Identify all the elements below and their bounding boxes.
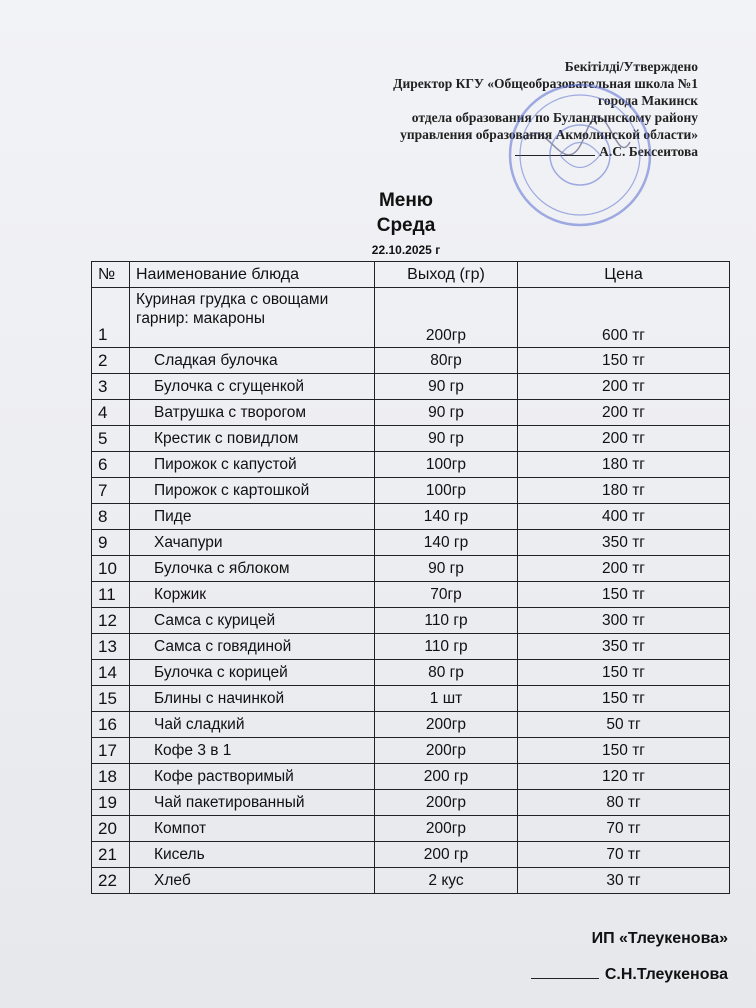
column-header-output: Выход (гр) xyxy=(375,262,518,288)
table-header-row xyxy=(92,262,730,288)
day-subtitle: Среда xyxy=(376,215,436,236)
dish-output: 1 шт xyxy=(429,689,463,707)
dish-output-cell xyxy=(375,374,518,400)
dish-price-cell xyxy=(518,816,730,842)
row-number-cell xyxy=(92,868,130,894)
dish-price: 80 тг xyxy=(606,793,641,811)
dish-output: 200гр xyxy=(425,741,467,759)
dish-price: 30 тг xyxy=(606,871,641,889)
dish-output: 200 гр xyxy=(423,845,469,863)
table-row xyxy=(92,400,730,426)
dish-output-cell xyxy=(375,556,518,582)
dish-name-cell xyxy=(130,686,375,712)
menu-date: 22.10.2025 г xyxy=(371,243,441,257)
footer-signature xyxy=(531,966,728,984)
dish-price-cell xyxy=(518,660,730,686)
dish-name: Кофе 3 в 1 xyxy=(154,741,232,759)
row-number-cell xyxy=(92,686,130,712)
row-number: 16 xyxy=(98,714,117,734)
row-number-cell xyxy=(92,608,130,634)
row-number-cell xyxy=(92,816,130,842)
dish-price-cell xyxy=(518,686,730,712)
dish-name: Коржик xyxy=(154,585,207,603)
dish-output: 140 гр xyxy=(423,507,469,525)
column-header-number: № xyxy=(92,262,130,288)
approval-line: Бекітілді/Утверждено xyxy=(564,59,698,74)
table-row xyxy=(92,712,730,738)
row-number: 9 xyxy=(98,532,108,552)
table-row xyxy=(92,504,730,530)
dish-output: 90 гр xyxy=(428,429,464,447)
row-number: 11 xyxy=(98,584,116,604)
dish-name-cell xyxy=(130,426,375,452)
dish-output-cell xyxy=(375,400,518,426)
row-number: 5 xyxy=(98,428,108,448)
footer-company: ИП «Тлеукенова» xyxy=(591,930,728,947)
dish-output-cell xyxy=(375,634,518,660)
dish-output: 200 гр xyxy=(423,767,469,785)
table-row xyxy=(92,582,730,608)
row-number-cell xyxy=(92,288,130,348)
table-row xyxy=(92,556,730,582)
dish-price: 180 тг xyxy=(602,455,645,473)
dish-price: 150 тг xyxy=(602,663,645,681)
row-number: 14 xyxy=(98,662,117,682)
dish-output-cell xyxy=(375,530,518,556)
table-row xyxy=(92,634,730,660)
row-number: 2 xyxy=(98,350,108,370)
row-number-cell xyxy=(92,400,130,426)
row-number: 21 xyxy=(98,844,117,864)
row-number: 10 xyxy=(98,558,117,578)
table-row xyxy=(92,868,730,894)
dish-price-cell xyxy=(518,504,730,530)
dish-output-cell xyxy=(375,426,518,452)
dish-name-cell xyxy=(130,530,375,556)
dish-price-cell xyxy=(518,868,730,894)
dish-name: Ватрушка с творогом xyxy=(154,403,307,421)
menu-table-body xyxy=(92,288,730,894)
dish-name: Чай пакетированный xyxy=(154,793,305,811)
dish-output-cell xyxy=(375,288,518,348)
row-number: 7 xyxy=(98,480,108,500)
dish-price: 200 тг xyxy=(602,403,645,421)
dish-output: 110 гр xyxy=(424,637,468,655)
row-number-cell xyxy=(92,764,130,790)
dish-name-cell xyxy=(130,842,375,868)
dish-name: Самса с говядиной xyxy=(154,637,292,655)
dish-price: 50 тг xyxy=(606,715,641,733)
dish-price: 200 тг xyxy=(602,429,645,447)
table-row xyxy=(92,790,730,816)
dish-output-cell xyxy=(375,608,518,634)
dish-output-cell xyxy=(375,686,518,712)
dish-name: Куриная грудка с овощами гарнир: макароны xyxy=(136,291,329,327)
dish-output: 110 гр xyxy=(424,611,468,629)
row-number-cell xyxy=(92,504,130,530)
dish-price: 600 тг xyxy=(602,327,645,344)
row-number: 17 xyxy=(98,740,117,760)
dish-price-cell xyxy=(518,634,730,660)
table-row xyxy=(92,764,730,790)
approval-line: города Макинск xyxy=(598,93,698,108)
page-title: Меню xyxy=(378,190,434,211)
dish-price: 150 тг xyxy=(602,351,645,369)
dish-output-cell xyxy=(375,478,518,504)
dish-name-cell xyxy=(130,868,375,894)
dish-name-cell xyxy=(130,712,375,738)
row-number: 8 xyxy=(98,506,108,526)
dish-output: 90 гр xyxy=(428,559,464,577)
row-number: 22 xyxy=(98,870,117,890)
dish-price-cell xyxy=(518,582,730,608)
dish-price-cell xyxy=(518,608,730,634)
dish-name: Булочка с яблоком xyxy=(154,559,290,577)
dish-output: 2 кус xyxy=(428,871,464,889)
dish-output: 90 гр xyxy=(428,403,464,421)
row-number-cell xyxy=(92,530,130,556)
dish-output: 200гр xyxy=(425,715,467,733)
dish-price: 120 тг xyxy=(602,767,645,785)
table-row xyxy=(92,530,730,556)
dish-price: 200 тг xyxy=(602,377,645,395)
dish-name: Компот xyxy=(154,819,207,837)
column-header-price: Цена xyxy=(518,262,730,288)
approval-line: отдела образования по Буландынскому району xyxy=(411,110,698,125)
row-number: 18 xyxy=(98,766,117,786)
dish-output-cell xyxy=(375,504,518,530)
dish-name-cell xyxy=(130,556,375,582)
dish-price-cell xyxy=(518,288,730,348)
dish-name-cell xyxy=(130,660,375,686)
row-number-cell xyxy=(92,556,130,582)
row-number: 13 xyxy=(98,636,117,656)
table-row xyxy=(92,452,730,478)
row-number-cell xyxy=(92,426,130,452)
dish-output-cell xyxy=(375,582,518,608)
row-number: 20 xyxy=(98,818,117,838)
dish-price: 150 тг xyxy=(602,689,645,707)
dish-output: 80 гр xyxy=(428,663,464,681)
dish-price-cell xyxy=(518,374,730,400)
row-number-cell xyxy=(92,842,130,868)
dish-name: Пирожок с капустой xyxy=(154,455,297,473)
table-row xyxy=(92,660,730,686)
dish-price-cell xyxy=(518,738,730,764)
table-row xyxy=(92,842,730,868)
table-row xyxy=(92,288,730,348)
dish-output-cell xyxy=(375,790,518,816)
dish-name: Чай сладкий xyxy=(154,715,245,733)
dish-name: Хлеб xyxy=(154,871,191,889)
dish-name: Самса с курицей xyxy=(154,611,276,629)
table-row xyxy=(92,738,730,764)
signature-underline xyxy=(531,978,599,979)
dish-output: 200гр xyxy=(425,793,467,811)
dish-price: 400 тг xyxy=(602,507,645,525)
dish-output: 200гр xyxy=(425,327,467,344)
row-number: 12 xyxy=(98,610,117,630)
dish-output: 140 гр xyxy=(423,533,469,551)
dish-price: 70 тг xyxy=(606,845,641,863)
dish-name-cell xyxy=(130,452,375,478)
dish-name-cell xyxy=(130,738,375,764)
dish-price-cell xyxy=(518,400,730,426)
dish-price-cell xyxy=(518,712,730,738)
row-number-cell xyxy=(92,660,130,686)
dish-name-cell xyxy=(130,348,375,374)
dish-output: 100гр xyxy=(425,455,467,473)
dish-name-cell xyxy=(130,400,375,426)
table-row xyxy=(92,478,730,504)
approval-line: Директор КГУ «Общеобразовательная школа №1 xyxy=(393,76,698,91)
dish-price-cell xyxy=(518,764,730,790)
approval-line: управления образования Акмолинской области» xyxy=(400,127,698,142)
dish-price: 350 тг xyxy=(602,533,645,551)
dish-name: Кисель xyxy=(154,845,205,863)
row-number-cell xyxy=(92,478,130,504)
dish-price-cell xyxy=(518,452,730,478)
dish-price-cell xyxy=(518,426,730,452)
table-row xyxy=(92,348,730,374)
dish-name: Булочка с сгущенкой xyxy=(154,377,305,395)
dish-name: Булочка с корицей xyxy=(154,663,288,681)
dish-price: 200 тг xyxy=(602,559,645,577)
footer-signer: С.Н.Тлеукенова xyxy=(604,966,728,983)
dish-price-cell xyxy=(518,348,730,374)
dish-output: 100гр xyxy=(425,481,467,499)
dish-name-cell xyxy=(130,608,375,634)
dish-price-cell xyxy=(518,478,730,504)
dish-output-cell xyxy=(375,842,518,868)
dish-price-cell xyxy=(518,530,730,556)
dish-price-cell xyxy=(518,556,730,582)
dish-output-cell xyxy=(375,452,518,478)
dish-name-cell xyxy=(130,790,375,816)
dish-price-cell xyxy=(518,790,730,816)
dish-output-cell xyxy=(375,764,518,790)
dish-name-cell xyxy=(130,764,375,790)
row-number: 19 xyxy=(98,792,117,812)
dish-output-cell xyxy=(375,660,518,686)
dish-name: Хачапури xyxy=(154,533,223,551)
dish-name: Кофе растворимый xyxy=(154,767,294,785)
row-number-cell xyxy=(92,582,130,608)
row-number: 3 xyxy=(98,376,108,396)
row-number-cell xyxy=(92,738,130,764)
dish-price: 350 тг xyxy=(602,637,645,655)
dish-name-cell xyxy=(130,478,375,504)
dish-output: 80гр xyxy=(430,351,462,369)
menu-table xyxy=(91,261,730,894)
dish-name: Пиде xyxy=(154,507,192,525)
table-row xyxy=(92,816,730,842)
dish-name: Крестик с повидлом xyxy=(154,429,299,447)
dish-name-cell xyxy=(130,288,375,348)
row-number-cell xyxy=(92,790,130,816)
row-number: 4 xyxy=(98,402,108,422)
dish-output-cell xyxy=(375,738,518,764)
dish-price: 70 тг xyxy=(606,819,641,837)
table-row xyxy=(92,686,730,712)
column-header-name: Наименование блюда xyxy=(130,262,375,288)
row-number-cell xyxy=(92,634,130,660)
row-number: 15 xyxy=(98,688,117,708)
dish-output: 70гр xyxy=(430,585,462,603)
dish-name-cell xyxy=(130,816,375,842)
dish-name-cell xyxy=(130,582,375,608)
table-row xyxy=(92,426,730,452)
dish-price: 300 тг xyxy=(602,611,645,629)
dish-name: Пирожок с картошкой xyxy=(154,481,310,499)
row-number-cell xyxy=(92,452,130,478)
dish-output: 90 гр xyxy=(428,377,464,395)
dish-price-cell xyxy=(518,842,730,868)
dish-output-cell xyxy=(375,868,518,894)
dish-price: 180 тг xyxy=(602,481,645,499)
dish-output-cell xyxy=(375,348,518,374)
dish-output-cell xyxy=(375,712,518,738)
dish-name-cell xyxy=(130,504,375,530)
row-number-cell xyxy=(92,374,130,400)
dish-price: 150 тг xyxy=(602,585,645,603)
dish-name: Сладкая булочка xyxy=(154,351,278,369)
table-row xyxy=(92,608,730,634)
dish-output: 200гр xyxy=(425,819,467,837)
dish-output-cell xyxy=(375,816,518,842)
row-number: 6 xyxy=(98,454,108,474)
table-row xyxy=(92,374,730,400)
dish-name-cell xyxy=(130,374,375,400)
dish-price: 150 тг xyxy=(602,741,645,759)
row-number-cell xyxy=(92,348,130,374)
row-number: 1 xyxy=(98,325,108,344)
row-number-cell xyxy=(92,712,130,738)
approval-signer: А.С. Бексеитова xyxy=(599,144,698,159)
dish-name-cell xyxy=(130,634,375,660)
dish-name: Блины с начинкой xyxy=(154,689,285,707)
